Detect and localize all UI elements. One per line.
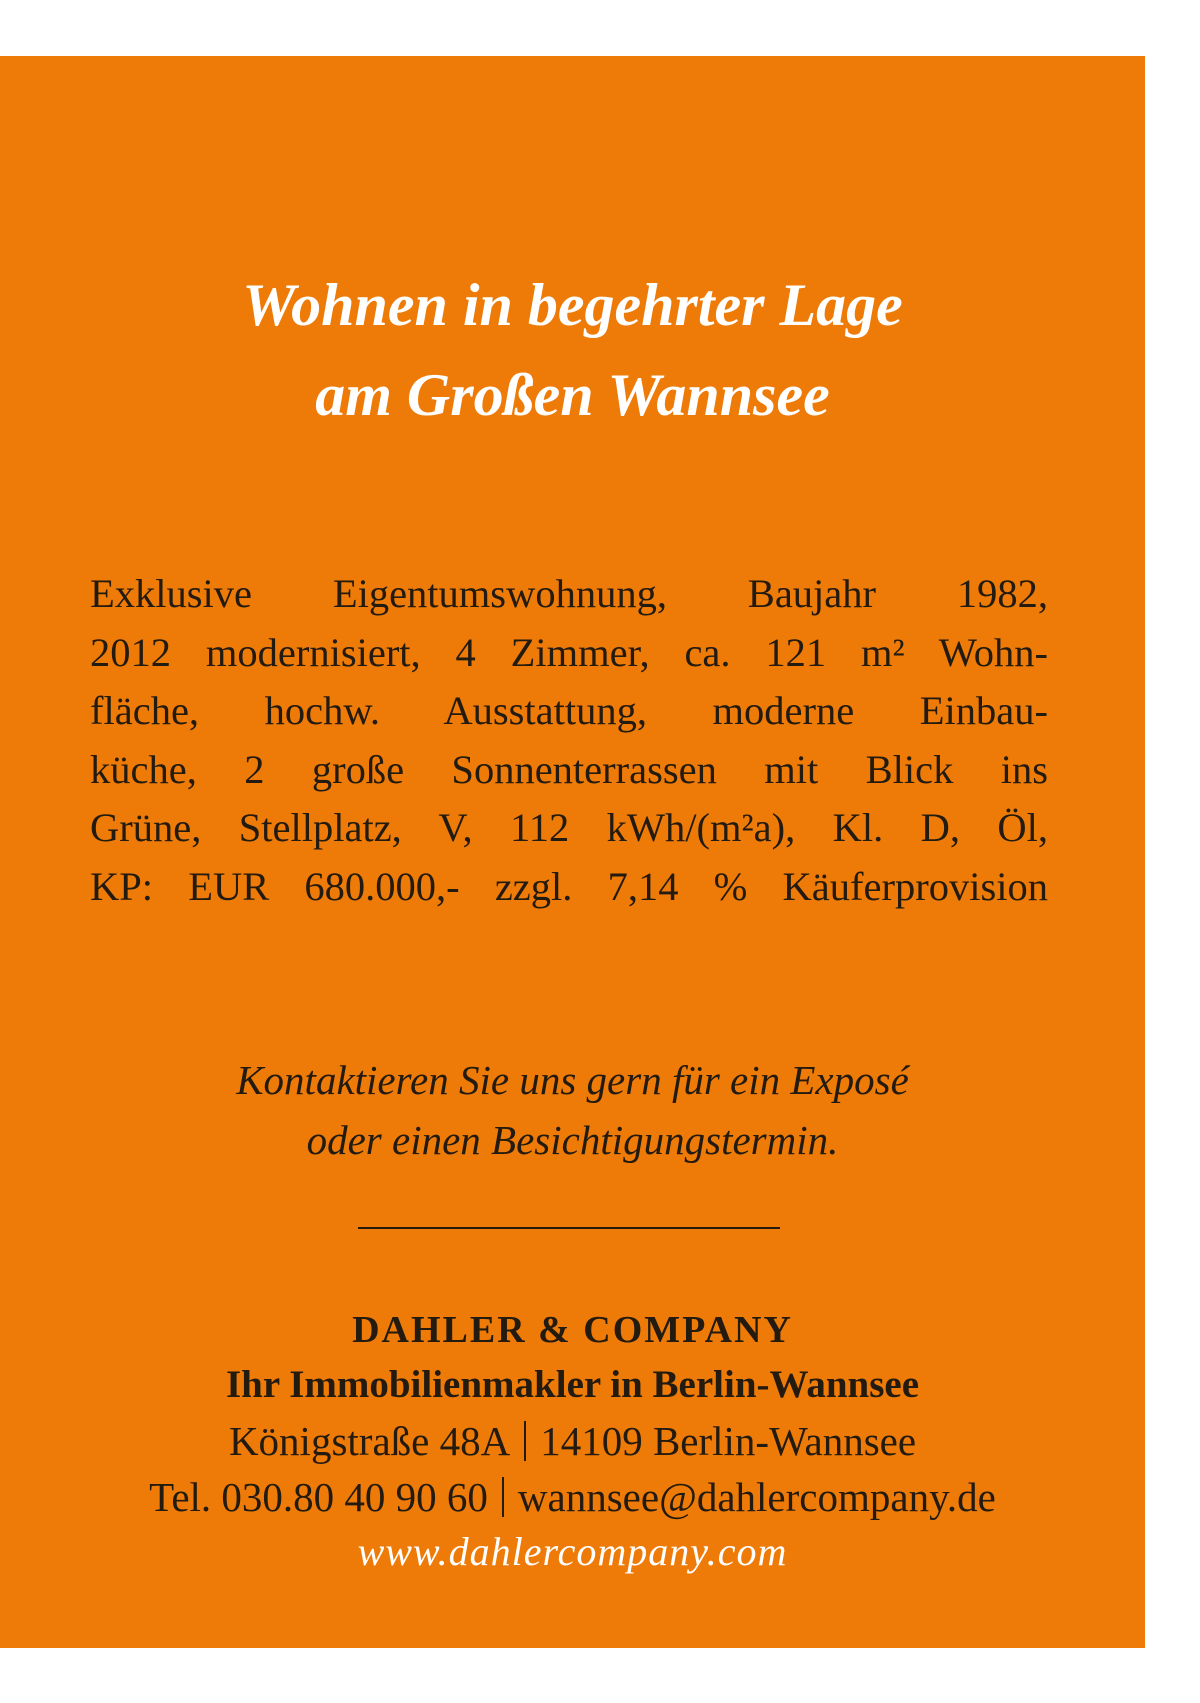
headline bbox=[0, 260, 1145, 440]
contact-prompt-line-2: oder einen Besichtigungstermin. bbox=[306, 1117, 839, 1163]
separator-bar bbox=[524, 1421, 526, 1461]
company-tagline: Ihr Immobilienmakler in Berlin-Wannsee bbox=[225, 1363, 920, 1406]
headline-line-1: Wohnen in begehrter Lage bbox=[242, 272, 903, 338]
city-address: 14109 Berlin-Wannsee bbox=[540, 1418, 917, 1464]
description-line: fläche, hochw. Ausstattung, moderne Einbau- bbox=[90, 688, 1048, 733]
separator-bar bbox=[502, 1477, 504, 1517]
headline-line-2: am Großen Wannsee bbox=[315, 362, 830, 428]
divider bbox=[358, 1227, 780, 1229]
address-line bbox=[0, 1413, 1145, 1469]
description-line: Exklusive Eigentumswohnung, Baujahr 1982, bbox=[90, 571, 1048, 616]
description-line: KP: EUR 680.000,- zzgl. 7,14 % Käuferprovision bbox=[90, 863, 1048, 909]
contact-line bbox=[0, 1469, 1145, 1525]
email-address[interactable]: wannsee@dahlercompany.de bbox=[517, 1474, 996, 1520]
description-line: 2012 modernisiert, 4 Zimmer, ca. 121 m² Wohn- bbox=[90, 629, 1048, 675]
website-link[interactable]: www.dahlercompany.com bbox=[357, 1529, 788, 1574]
property-description bbox=[90, 565, 1048, 916]
description-line: küche, 2 große Sonnenterrassen mit Blick ins bbox=[90, 746, 1048, 792]
phone-number[interactable]: Tel. 030.80 40 90 60 bbox=[149, 1474, 488, 1520]
contact-prompt bbox=[0, 1050, 1145, 1170]
company-name: DAHLER & COMPANY bbox=[352, 1309, 793, 1351]
contact-prompt-line-1: Kontaktieren Sie uns gern für ein Exposé bbox=[236, 1057, 909, 1103]
street-address: Königstraße 48A bbox=[228, 1418, 511, 1464]
company-block bbox=[0, 1303, 1145, 1579]
description-line: Grüne, Stellplatz, V, 112 kWh/(m²a), Kl. D, Öl, bbox=[90, 805, 1048, 850]
